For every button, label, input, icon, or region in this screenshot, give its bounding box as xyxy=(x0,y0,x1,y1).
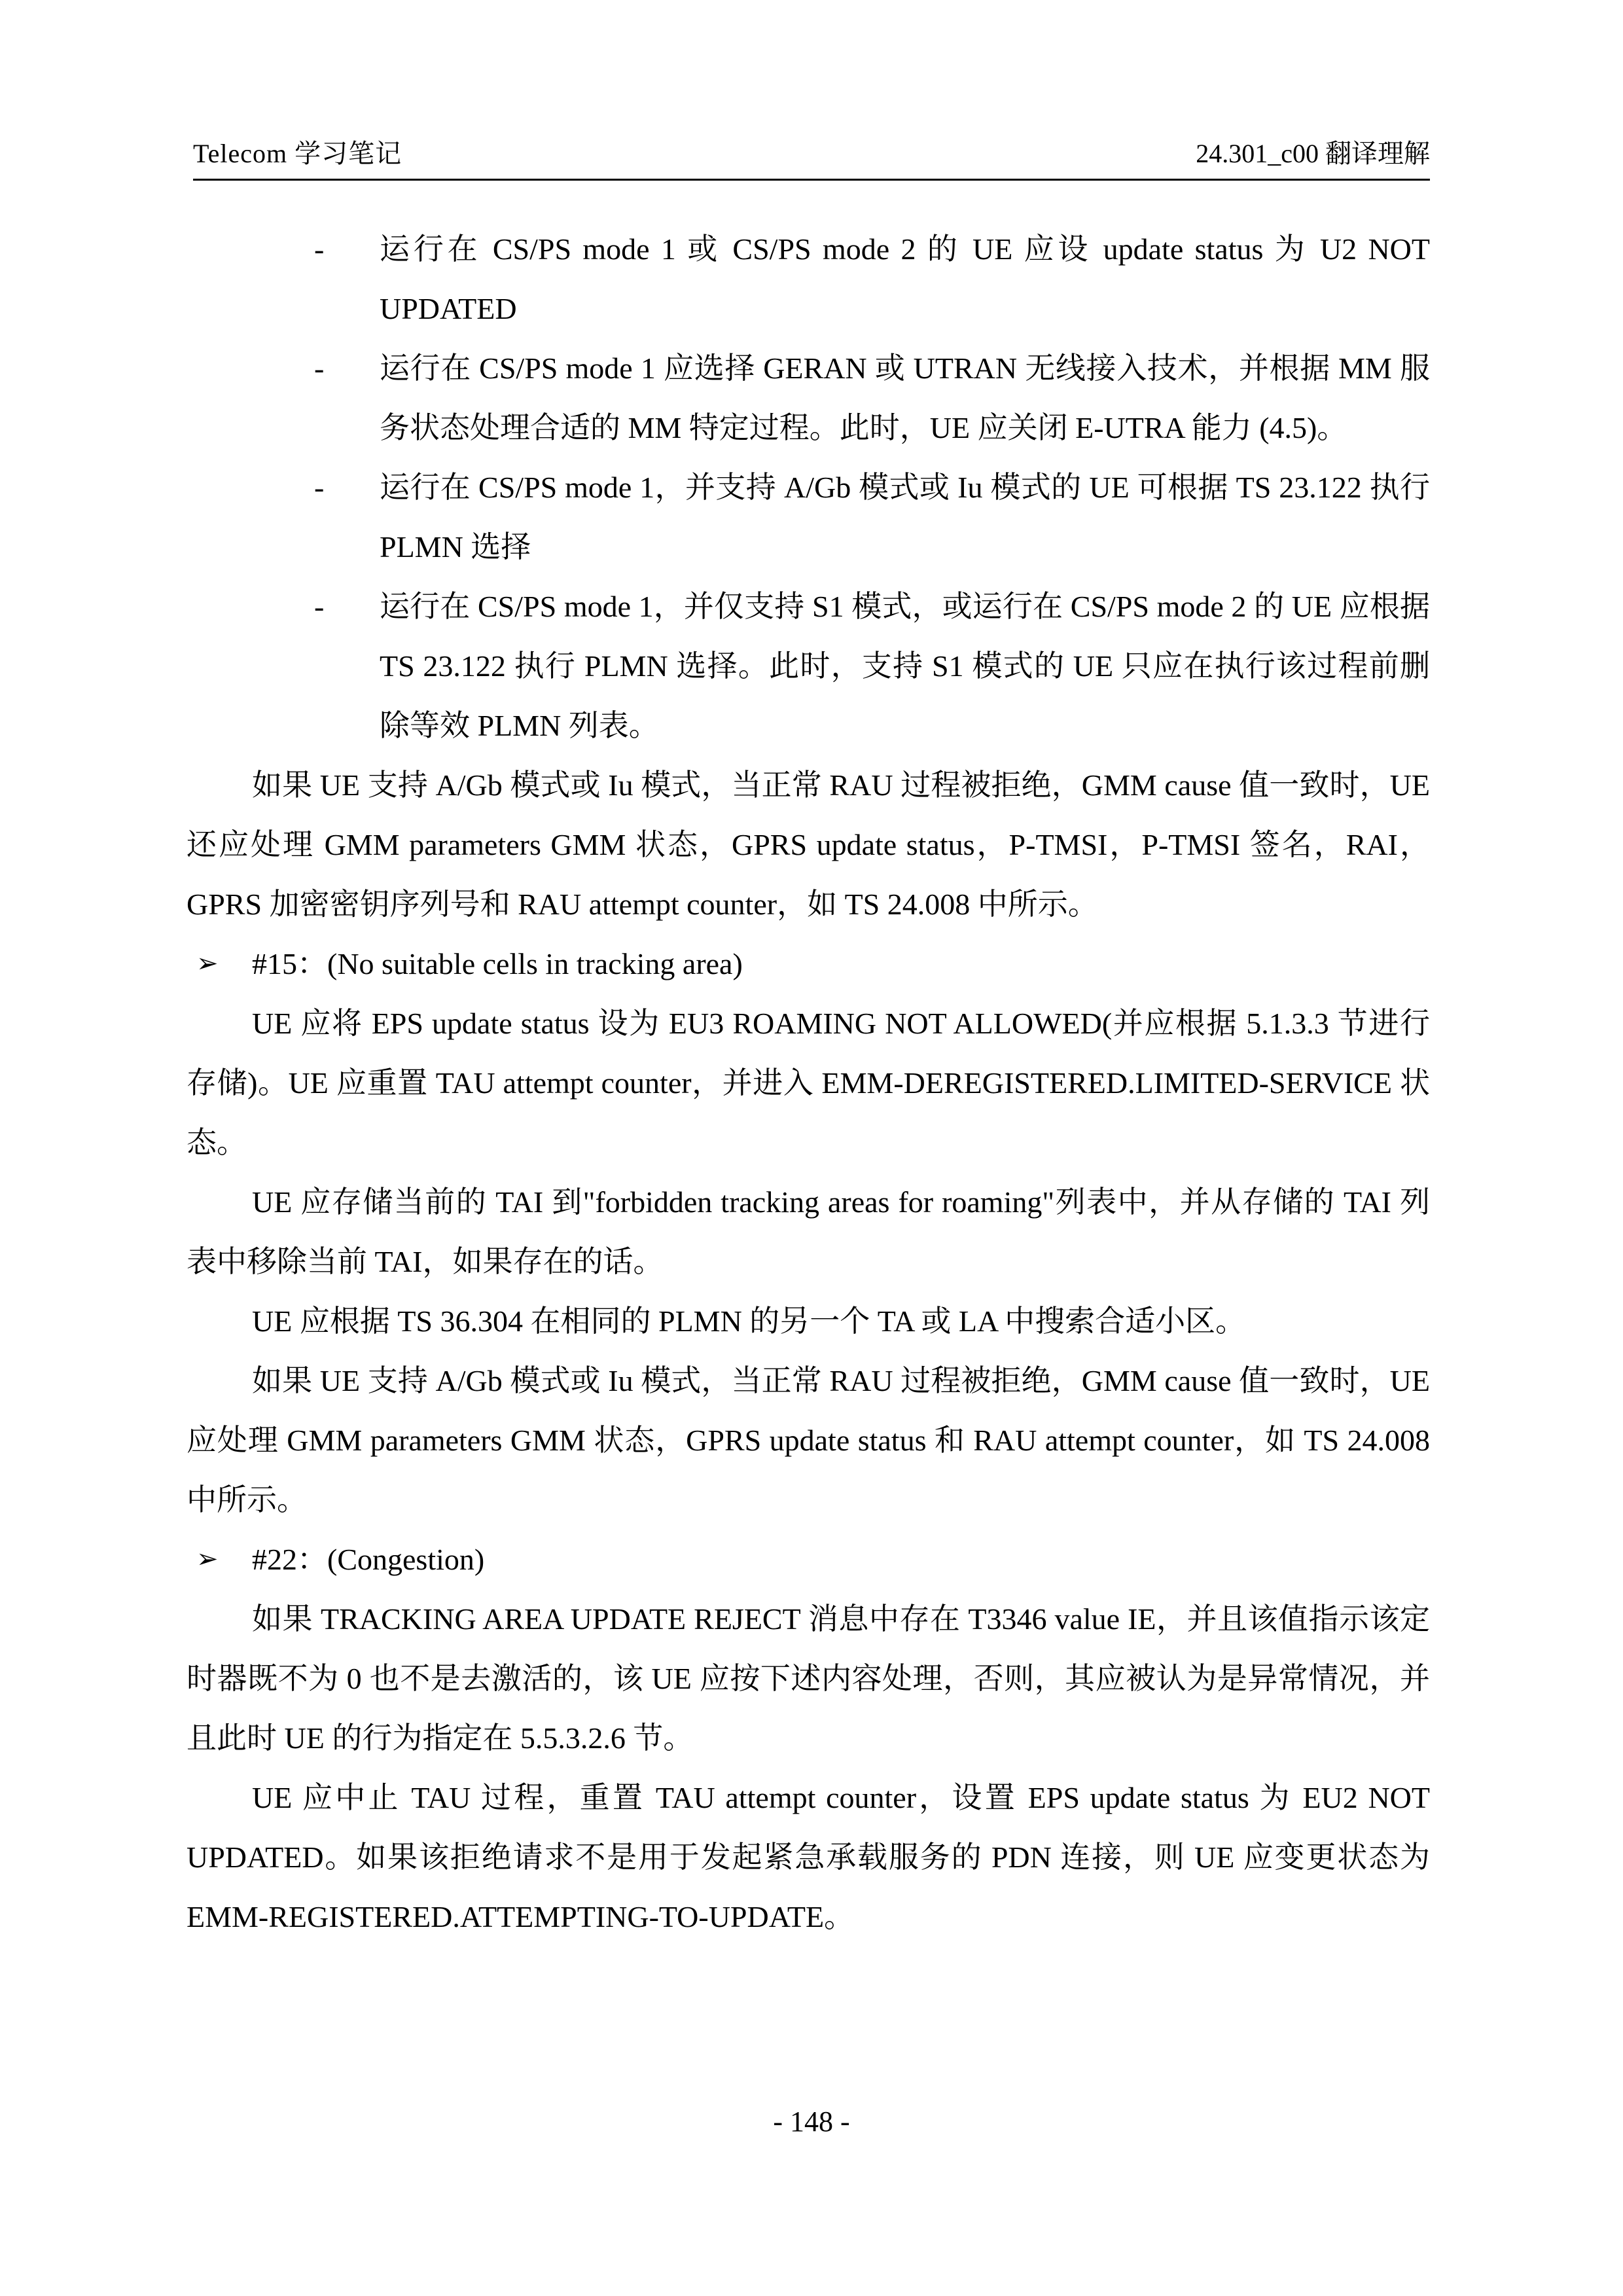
cause-22-paragraph-2: UE 应中止 TAU 过程，重置 TAU attempt counter，设置 EPS update status 为 EU2 NOT UPDATED。如果该拒绝请求不是用于发起紧急承载服务的 PDN 连接，则 UE 应变更状态为 EMM-REGISTERED.ATTEMPTING-TO-UPDATE。 xyxy=(187,1781,1430,1933)
bullet-text: 运行在 CS/PS mode 1 或 CS/PS mode 2 的 UE 应设 update status 为 U2 NOT UPDATED xyxy=(380,232,1430,325)
cause-15-paragraph-1: UE 应将 EPS update status 设为 EU3 ROAMING NOT ALLOWED(并应根据 5.1.3.3 节进行存储)。UE 应重置 TAU attempt counter，并进入 EMM-DEREGISTERED.LIMITED-SERVICE 状态。 xyxy=(187,1007,1430,1159)
page-header xyxy=(193,134,1430,181)
bullet-dash: - xyxy=(314,351,325,385)
cause-15-paragraph-2: UE 应存储当前的 TAI 到"forbidden tracking areas for roaming"列表中，并从存储的 TAI 列表中移除当前 TAI，如果存在的话。 xyxy=(187,1185,1430,1278)
bullet-item xyxy=(252,219,1430,338)
cause-22-title: #22：(Congestion) xyxy=(252,1543,485,1576)
body-paragraph: 如果 UE 支持 A/Gb 模式或 Iu 模式，当正常 RAU 过程被拒绝，GMM cause 值一致时，UE 还应处理 GMM parameters GMM 状态，GPRS update status，P-TMSI，P-TMSI 签名，RAI，GPRS 加密密钥序列号和 RAU attempt counter，如 TS 24.008 中所示。 xyxy=(187,768,1430,921)
header-title: Telecom 学习笔记 xyxy=(193,139,402,168)
cause-15-paragraph-3: UE 应根据 TS 36.304 在相同的 PLMN 的另一个 TA 或 LA 中搜索合适小区。 xyxy=(252,1304,1246,1338)
bullet-text: 运行在 CS/PS mode 1，并支持 A/Gb 模式或 Iu 模式的 UE 可根据 TS 23.122 执行 PLMN 选择 xyxy=(380,471,1430,564)
header-doc-ref: 24.301_c00 翻译理解 xyxy=(1196,139,1430,168)
cause-22-paragraph-1: 如果 TRACKING AREA UPDATE REJECT 消息中存在 T3346 value IE，并且该值指示该定时器既不为 0 也不是去激活的，该 UE 应按下述内容处理，否则，其应被认为是异常情况，并且此时 UE 的行为指定在 5.5.3.2.6 节。 xyxy=(187,1602,1430,1755)
bullet-dash: - xyxy=(314,232,325,266)
page-number: - 148 - xyxy=(773,2106,850,2138)
bullet-item xyxy=(252,457,1430,577)
bullet-dash: - xyxy=(314,590,325,623)
cause-15-title: #15：(No suitable cells in tracking area) xyxy=(252,947,743,980)
bullet-text: 运行在 CS/PS mode 1 应选择 GERAN 或 UTRAN 无线接入技术，并根据 MM 服务状态处理合适的 MM 特定过程。此时，UE 应关闭 E-UTRA 能力 (4.5)。 xyxy=(380,351,1430,444)
arrow-bullet-icon: ➢ xyxy=(196,1544,219,1574)
cause-15-heading xyxy=(187,934,1495,994)
bullet-dash: - xyxy=(314,471,325,504)
bullet-item xyxy=(252,338,1430,457)
page-body xyxy=(187,219,1430,1946)
bullet-item xyxy=(252,577,1430,755)
cause-22-heading xyxy=(187,1530,1495,1589)
bullet-text: 运行在 CS/PS mode 1，并仅支持 S1 模式，或运行在 CS/PS mode 2 的 UE 应根据 TS 23.122 执行 PLMN 选择。此时，支持 S1 模式的 UE 只应在执行该过程前删除等效 PLMN 列表。 xyxy=(380,590,1430,742)
arrow-bullet-icon: ➢ xyxy=(196,948,219,978)
cause-15-paragraph-4: 如果 UE 支持 A/Gb 模式或 Iu 模式，当正常 RAU 过程被拒绝，GMM cause 值一致时，UE 应处理 GMM parameters GMM 状态，GPRS update status 和 RAU attempt counter，如 TS 24.008 中所示。 xyxy=(187,1364,1430,1516)
